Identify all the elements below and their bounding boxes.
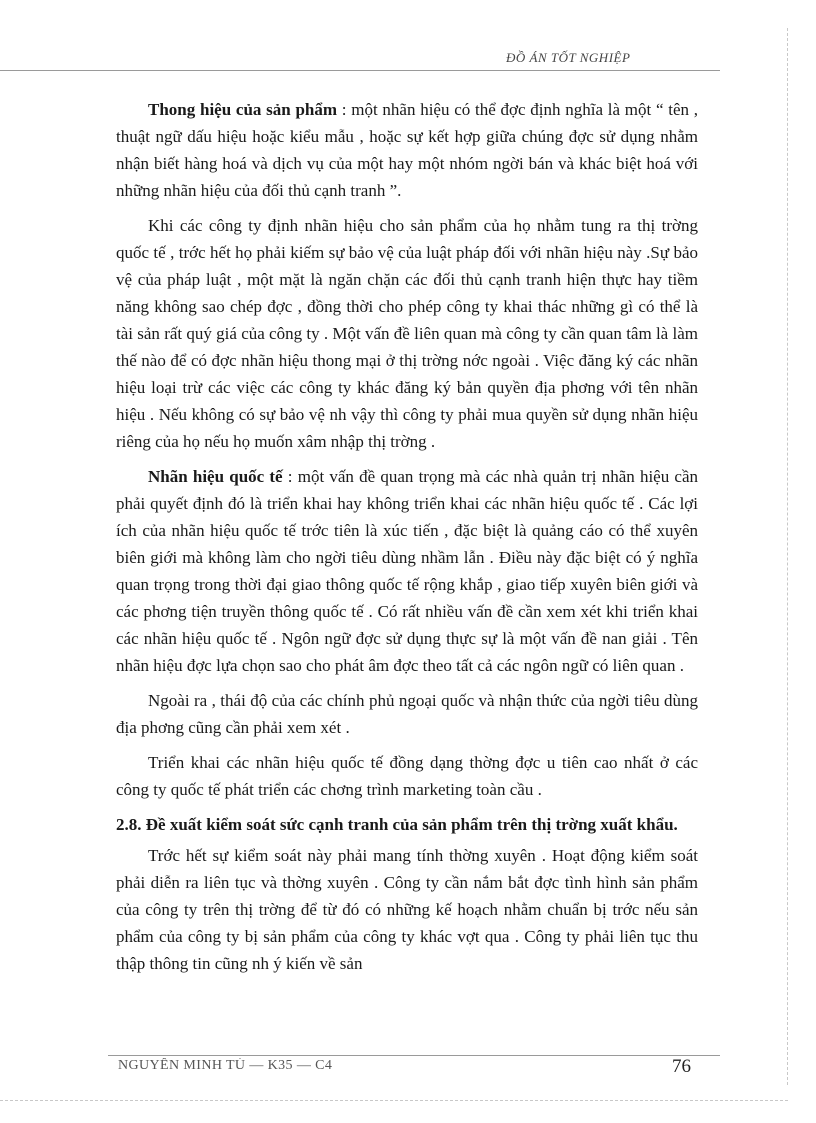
paragraph-international-brand — [116, 463, 698, 679]
paragraph-control — [116, 842, 698, 977]
paragraph-lead-term: Nhãn hiệu quốc tế — [148, 467, 283, 486]
paragraph-text: Trớc hết sự kiểm soát này phải mang tính thờng xuyên . Hoạt động kiểm soát phải diễn ra liên tục và thờng xuyên . Công ty cần nắm bắt đợc tình hình sản phẩm của công ty trên thị trờng để từ đó có những kế hoạch nhằm chuẩn bị trớc nếu sản phẩm của công ty bị sản phẩm của công ty khác vợt qua . Công ty phải liên tục thu thập thông tin cũng nh ý kiến về sản — [116, 846, 698, 973]
page-border-right — [787, 28, 788, 1085]
paragraph-text: Triển khai các nhãn hiệu quốc tế đồng dạng thờng đợc u tiên cao nhất ở các công ty quốc tế phát triển các chơng trình marketing toàn cầu . — [116, 753, 698, 799]
paragraph-text: : một nhãn hiệu có thể đợc định nghĩa là một “ tên , thuật ngữ dấu hiệu hoặc kiểu mẫu , hoặc sự kết hợp giữa chúng đợc sử dụng nhằm nhận biết hàng hoá và dịch vụ của một hay một nhóm ngời bán và khác biệt hoá với những nhãn hiệu của đối thủ cạnh tranh ”. — [116, 100, 698, 200]
paragraph-legal-protection — [116, 212, 698, 455]
paragraph-lead-term: Thong hiệu của sản phẩm — [148, 100, 338, 119]
section-heading: 2.8. Đề xuất kiểm soát sức cạnh tranh của sản phẩm trên thị trờng xuất khẩu. — [116, 815, 678, 834]
header-rule — [0, 70, 720, 71]
page-border-bottom — [0, 1100, 788, 1101]
footer-rule — [108, 1055, 720, 1056]
paragraph-uniform-brands — [116, 749, 698, 803]
paragraph-text: Khi các công ty định nhãn hiệu cho sản phẩm của họ nhằm tung ra thị trờng quốc tế , trớc hết họ phải kiếm sự bảo vệ của luật pháp đối với nhãn hiệu này .Sự bảo vệ của pháp luật , một mặt là ngăn chặn các đối thủ cạnh tranh hiện thực hay tiềm năng không sao chép đợc , đồng thời cho phép công ty khai thác những gì có thể là tài sản rất quý giá của công ty . Một vấn đề liên quan mà công ty cần quan tâm là làm thế nào để có đợc nhãn hiệu thong mại ở thị trờng nớc ngoài . Việc đăng ký các nhãn hiệu loại trừ các việc các công ty khác đăng ký bản quyền địa phơng với tên nhãn hiệu . Nếu không có sự bảo vệ nh vậy thì công ty phải mua quyền sử dụng nhãn hiệu riêng của họ nếu họ muốn xâm nhập thị trờng . — [116, 216, 698, 451]
footer-author: NGUYỄN MINH TÚ — K35 — C4 — [118, 1058, 333, 1073]
paragraph-government-attitude — [116, 687, 698, 741]
running-header: ĐỒ ÁN TỐT NGHIỆP — [506, 50, 631, 65]
paragraph-text: : một vấn đề quan trọng mà các nhà quản trị nhãn hiệu cần phải quyết định đó là triển khai hay không triển khai các nhãn hiệu quốc tế . Các lợi ích của nhãn hiệu quốc tế trớc tiên là xúc tiến , đặc biệt là quảng cáo có thể xuyên biên giới mà không làm cho ngời tiêu dùng nhầm lẫn . Điều này đặc biệt có ý nghĩa quan trọng trong thời đại giao thông quốc tế rộng khắp , giao tiếp xuyên biên giới và các phơng tiện truyền thông quốc tế . Có rất nhiều vấn đề cần xem xét khi triển khai các nhãn hiệu quốc tế . Ngôn ngữ đợc sử dụng thực sự là một vấn đề nan giải . Tên nhãn hiệu đợc lựa chọn sao cho phát âm đợc theo tất cả các ngôn ngữ có liên quan . — [116, 467, 698, 675]
paragraph-brand-definition — [116, 96, 698, 204]
page-body — [116, 96, 698, 985]
page-number: 76 — [672, 1056, 691, 1077]
paragraph-text: Ngoài ra , thái độ của các chính phủ ngoại quốc và nhận thức của ngời tiêu dùng địa phơng cũng cần phải xem xét . — [116, 691, 698, 737]
